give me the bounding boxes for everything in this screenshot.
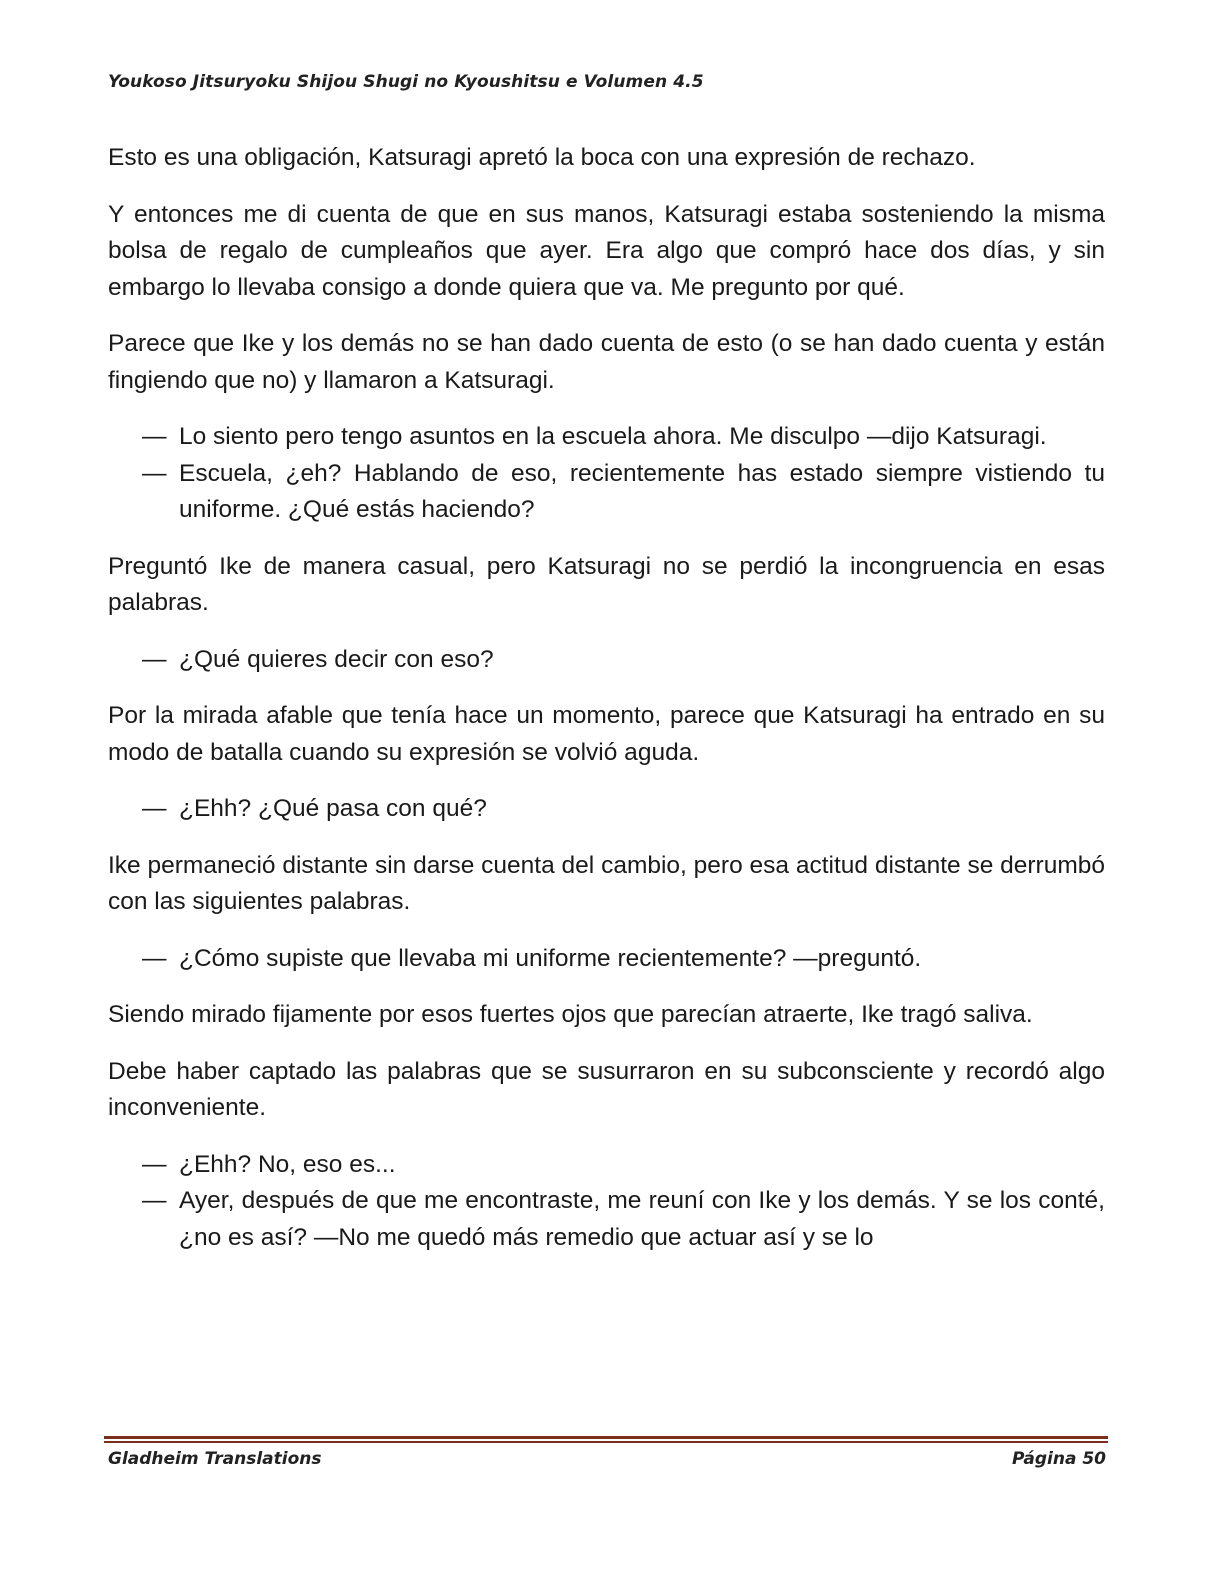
dialog-dash: — [142,1187,167,1214]
dialog-group [108,791,1105,828]
paragraph: Debe haber captado las palabras que se susurraron en su subconsciente y recordó algo inconveniente. [108,1057,1105,1121]
dialog-line [108,1147,1105,1184]
footer-publisher: Gladheim Translations [108,1449,322,1469]
paragraph: Ike permaneció distante sin darse cuenta del cambio, pero esa actitud distante se derrumbó con las siguientes palabras. [108,851,1105,915]
dialog-text: ¿Ehh? ¿Qué pasa con qué? [179,795,487,822]
dialog-line [108,419,1105,456]
dialog-line [108,1183,1105,1256]
paragraph: Esto es una obligación, Katsuragi apretó la boca con una expresión de rechazo. [108,144,976,171]
dialog-text: Ayer, después de que me encontraste, me reuní con Ike y los demás. Y se los conté, ¿no es así? —No me quedó más remedio que actuar así y se lo [179,1187,1105,1251]
page-header-title: Youkoso Jitsuryoku Shijou Shugi no Kyoushitsu e Volumen 4.5 [108,72,704,92]
dialog-group [108,642,1105,679]
dialog-text: ¿Qué quieres decir con eso? [179,645,494,673]
dialog-dash: — [142,1150,167,1178]
page-content [108,140,1105,1276]
dialog-group [108,419,1105,529]
dialog-text: Escuela, ¿eh? Hablando de eso, recientemente has estado siempre vistiendo tu uniforme. ¿Qué estás haciendo? [179,459,1105,523]
footer-rule-thin [104,1441,1108,1443]
paragraph: Por la mirada afable que tenía hace un momento, parece que Katsuragi ha entrado en su modo de batalla cuando su expresión se volvió aguda. [108,702,1105,766]
paragraph: Siendo mirado fijamente por esos fuertes ojos que parecían atraerte, Ike tragó saliva. [108,1001,1033,1028]
dialog-dash: — [142,423,167,450]
dialog-line [108,941,1105,978]
dialog-line [108,791,1105,828]
footer-page-number: Página 50 [1012,1449,1106,1469]
dialog-text: ¿Cómo supiste que llevaba mi uniforme recientemente? —preguntó. [179,944,922,972]
footer-rule [104,1436,1108,1439]
dialog-dash: — [142,645,167,673]
paragraph: Y entonces me di cuenta de que en sus manos, Katsuragi estaba sosteniendo la misma bolsa de regalo de cumpleaños que ayer. Era algo que compró hace dos días, y sin embargo lo llevaba consigo a donde quiera que va. Me pregunto por qué. [108,200,1105,301]
dialog-text: ¿Ehh? No, eso es... [179,1150,396,1178]
paragraph: Preguntó Ike de manera casual, pero Katsuragi no se perdió la incongruencia en esas palabras. [108,552,1105,616]
dialog-group [108,1147,1105,1257]
dialog-dash: — [142,944,167,972]
paragraph: Parece que Ike y los demás no se han dado cuenta de esto (o se han dado cuenta y están fingiendo que no) y llamaron a Katsuragi. [108,330,1105,394]
dialog-dash: — [142,459,167,487]
dialog-dash: — [142,795,167,822]
dialog-group [108,941,1105,978]
dialog-text: Lo siento pero tengo asuntos en la escuela ahora. Me disculpo —dijo Katsuragi. [179,423,1047,450]
dialog-line [108,456,1105,529]
dialog-line [108,642,1105,679]
